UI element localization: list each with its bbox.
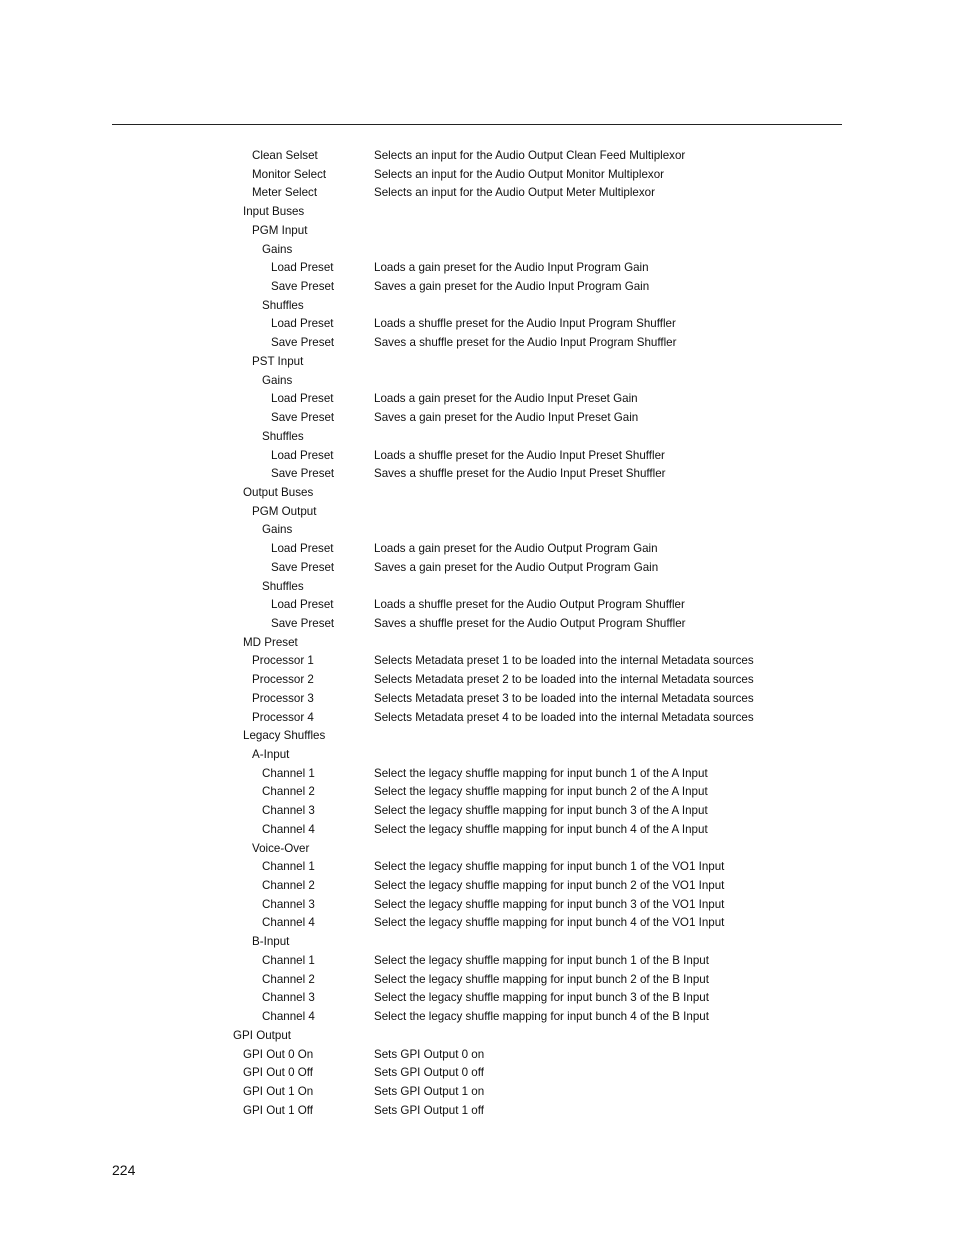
menu-item-term: Processor 3 — [252, 691, 314, 705]
list-row — [0, 259, 954, 278]
menu-item-term: Input Buses — [243, 205, 305, 219]
list-row — [0, 596, 954, 615]
menu-item-term: Channel 4 — [262, 916, 315, 930]
list-row — [0, 428, 954, 447]
menu-item-description: Select the legacy shuffle mapping for input bunch 3 of the B Input — [374, 991, 709, 1005]
menu-item-term: Output Buses — [243, 485, 314, 499]
menu-item-term: A-Input — [252, 748, 290, 761]
list-row — [0, 840, 954, 859]
list-row — [0, 802, 954, 821]
menu-item-description: Select the legacy shuffle mapping for input bunch 1 of the A Input — [374, 766, 708, 780]
menu-item-term: Processor 1 — [252, 654, 314, 668]
list-row — [0, 222, 954, 241]
menu-item-description: Loads a shuffle preset for the Audio Input Program Shuffler — [374, 317, 676, 331]
menu-item-term: GPI Out 1 On — [243, 1084, 314, 1098]
menu-item-term: Channel 2 — [262, 879, 315, 893]
menu-item-term: Load Preset — [271, 392, 334, 406]
menu-item-description: Selects Metadata preset 1 to be loaded into the internal Metadata sources — [374, 654, 754, 668]
list-row — [0, 447, 954, 466]
menu-item-description: Selects an input for the Audio Output Clean Feed Multiplexor — [374, 149, 686, 162]
list-row — [0, 727, 954, 746]
list-row — [0, 952, 954, 971]
menu-item-term: Channel 2 — [262, 972, 315, 986]
menu-item-description: Sets GPI Output 1 off — [374, 1103, 484, 1117]
menu-item-description: Select the legacy shuffle mapping for input bunch 3 of the VO1 Input — [374, 897, 725, 911]
menu-item-term: Processor 2 — [252, 673, 314, 687]
menu-item-description: Select the legacy shuffle mapping for input bunch 2 of the A Input — [374, 785, 708, 799]
list-row — [0, 914, 954, 933]
list-row — [0, 147, 954, 166]
menu-item-description: Selects Metadata preset 4 to be loaded into the internal Metadata sources — [374, 710, 754, 724]
list-row — [0, 390, 954, 409]
menu-item-term: Channel 2 — [262, 785, 315, 799]
menu-item-description: Select the legacy shuffle mapping for input bunch 4 of the B Input — [374, 1010, 709, 1024]
menu-item-term: Meter Select — [252, 186, 318, 200]
list-row — [0, 821, 954, 840]
list-row — [0, 709, 954, 728]
menu-item-description: Select the legacy shuffle mapping for input bunch 3 of the A Input — [374, 804, 708, 818]
menu-item-term: Gains — [262, 242, 293, 256]
list-row — [0, 353, 954, 372]
menu-item-term: Channel 3 — [262, 804, 315, 818]
menu-item-term: GPI Out 0 Off — [243, 1066, 314, 1080]
menu-item-term: Channel 4 — [262, 822, 315, 836]
menu-item-description: Saves a shuffle preset for the Audio Input Preset Shuffler — [374, 467, 666, 481]
page-number: 224 — [112, 1162, 136, 1178]
list-row — [0, 652, 954, 671]
menu-item-term: Save Preset — [271, 560, 335, 574]
list-row — [0, 634, 954, 653]
menu-item-description: Select the legacy shuffle mapping for input bunch 4 of the A Input — [374, 822, 708, 836]
menu-item-term: Channel 1 — [262, 860, 315, 874]
list-row — [0, 765, 954, 784]
menu-item-term: Save Preset — [271, 280, 335, 294]
list-row — [0, 521, 954, 540]
menu-item-description: Select the legacy shuffle mapping for input bunch 2 of the VO1 Input — [374, 879, 725, 893]
list-row — [0, 297, 954, 316]
menu-item-description: Selects an input for the Audio Output Meter Multiplexor — [374, 186, 655, 200]
list-row — [0, 278, 954, 297]
menu-item-term: Gains — [262, 523, 293, 537]
list-row — [0, 1064, 954, 1083]
menu-item-description: Selects Metadata preset 3 to be loaded into the internal Metadata sources — [374, 691, 754, 705]
menu-item-term: Shuffles — [262, 429, 304, 443]
menu-item-term: Channel 3 — [262, 897, 315, 911]
menu-item-term: Channel 3 — [262, 991, 315, 1005]
menu-item-description: Selects an input for the Audio Output Monitor Multiplexor — [374, 167, 665, 181]
list-row — [0, 746, 954, 765]
menu-item-description: Sets GPI Output 0 off — [374, 1066, 484, 1080]
list-row — [0, 1083, 954, 1102]
menu-item-term: MD Preset — [243, 635, 298, 649]
menu-item-term: Shuffles — [262, 298, 304, 312]
menu-item-term: Monitor Select — [252, 167, 327, 181]
menu-item-term: Save Preset — [271, 616, 335, 630]
list-row — [0, 615, 954, 634]
menu-description-list — [0, 147, 954, 1120]
list-row — [0, 896, 954, 915]
menu-item-term: Shuffles — [262, 579, 304, 593]
menu-item-term: Clean Selset — [252, 149, 318, 162]
menu-item-description: Loads a gain preset for the Audio Output Program Gain — [374, 542, 658, 556]
list-row — [0, 671, 954, 690]
list-row — [0, 184, 954, 203]
menu-item-description: Saves a shuffle preset for the Audio Output Program Shuffler — [374, 616, 686, 630]
list-row — [0, 372, 954, 391]
list-row — [0, 989, 954, 1008]
menu-item-term: PGM Input — [252, 223, 308, 237]
list-row — [0, 484, 954, 503]
list-row — [0, 559, 954, 578]
list-row — [0, 315, 954, 334]
menu-item-term: GPI Out 1 Off — [243, 1103, 314, 1117]
menu-item-term: Load Preset — [271, 598, 334, 612]
header-rule — [112, 124, 842, 125]
menu-item-term: Channel 4 — [262, 1010, 315, 1024]
list-row — [0, 203, 954, 222]
menu-item-term: GPI Output — [233, 1028, 291, 1042]
menu-item-description: Saves a gain preset for the Audio Input Program Gain — [374, 280, 650, 294]
menu-item-term: Channel 1 — [262, 953, 315, 967]
menu-item-term: Save Preset — [271, 467, 335, 481]
list-row — [0, 933, 954, 952]
menu-item-term: PST Input — [252, 354, 304, 368]
list-row — [0, 409, 954, 428]
menu-item-description: Sets GPI Output 0 on — [374, 1047, 485, 1061]
menu-item-term: Load Preset — [271, 448, 334, 462]
list-row — [0, 858, 954, 877]
list-row — [0, 1027, 954, 1046]
menu-item-term: GPI Out 0 On — [243, 1047, 314, 1061]
menu-item-description: Loads a gain preset for the Audio Input Program Gain — [374, 261, 649, 275]
list-row — [0, 503, 954, 522]
menu-item-term: Load Preset — [271, 317, 334, 331]
list-row — [0, 1008, 954, 1027]
menu-item-term: PGM Output — [252, 504, 317, 518]
list-row — [0, 971, 954, 990]
list-row — [0, 540, 954, 559]
menu-item-term: Load Preset — [271, 542, 334, 556]
list-row — [0, 1046, 954, 1065]
menu-item-term: Channel 1 — [262, 766, 315, 780]
list-row — [0, 241, 954, 260]
list-row — [0, 783, 954, 802]
menu-item-description: Loads a shuffle preset for the Audio Input Preset Shuffler — [374, 448, 665, 462]
menu-item-term: Voice-Over — [252, 841, 310, 855]
menu-item-description: Select the legacy shuffle mapping for input bunch 1 of the B Input — [374, 953, 709, 967]
menu-item-description: Saves a gain preset for the Audio Output Program Gain — [374, 560, 659, 574]
list-row — [0, 334, 954, 353]
menu-item-description: Loads a shuffle preset for the Audio Output Program Shuffler — [374, 598, 685, 612]
menu-item-term: Save Preset — [271, 336, 335, 350]
list-row — [0, 578, 954, 597]
menu-item-term: Gains — [262, 373, 293, 387]
menu-item-description: Saves a shuffle preset for the Audio Input Program Shuffler — [374, 336, 677, 350]
list-row — [0, 877, 954, 896]
menu-item-term: Processor 4 — [252, 710, 314, 724]
list-row — [0, 1102, 954, 1121]
menu-item-description: Sets GPI Output 1 on — [374, 1084, 485, 1098]
menu-item-description: Select the legacy shuffle mapping for input bunch 1 of the VO1 Input — [374, 860, 725, 874]
menu-item-term: B-Input — [252, 935, 290, 949]
menu-item-description: Select the legacy shuffle mapping for input bunch 2 of the B Input — [374, 972, 709, 986]
menu-item-term: Legacy Shuffles — [243, 729, 326, 743]
list-row — [0, 166, 954, 185]
menu-item-description: Select the legacy shuffle mapping for input bunch 4 of the VO1 Input — [374, 916, 725, 930]
list-row — [0, 465, 954, 484]
menu-item-description: Loads a gain preset for the Audio Input Preset Gain — [374, 392, 638, 406]
list-row — [0, 690, 954, 709]
menu-item-description: Selects Metadata preset 2 to be loaded into the internal Metadata sources — [374, 673, 754, 687]
menu-item-term: Load Preset — [271, 261, 334, 275]
menu-item-description: Saves a gain preset for the Audio Input Preset Gain — [374, 411, 639, 425]
menu-item-term: Save Preset — [271, 411, 335, 425]
